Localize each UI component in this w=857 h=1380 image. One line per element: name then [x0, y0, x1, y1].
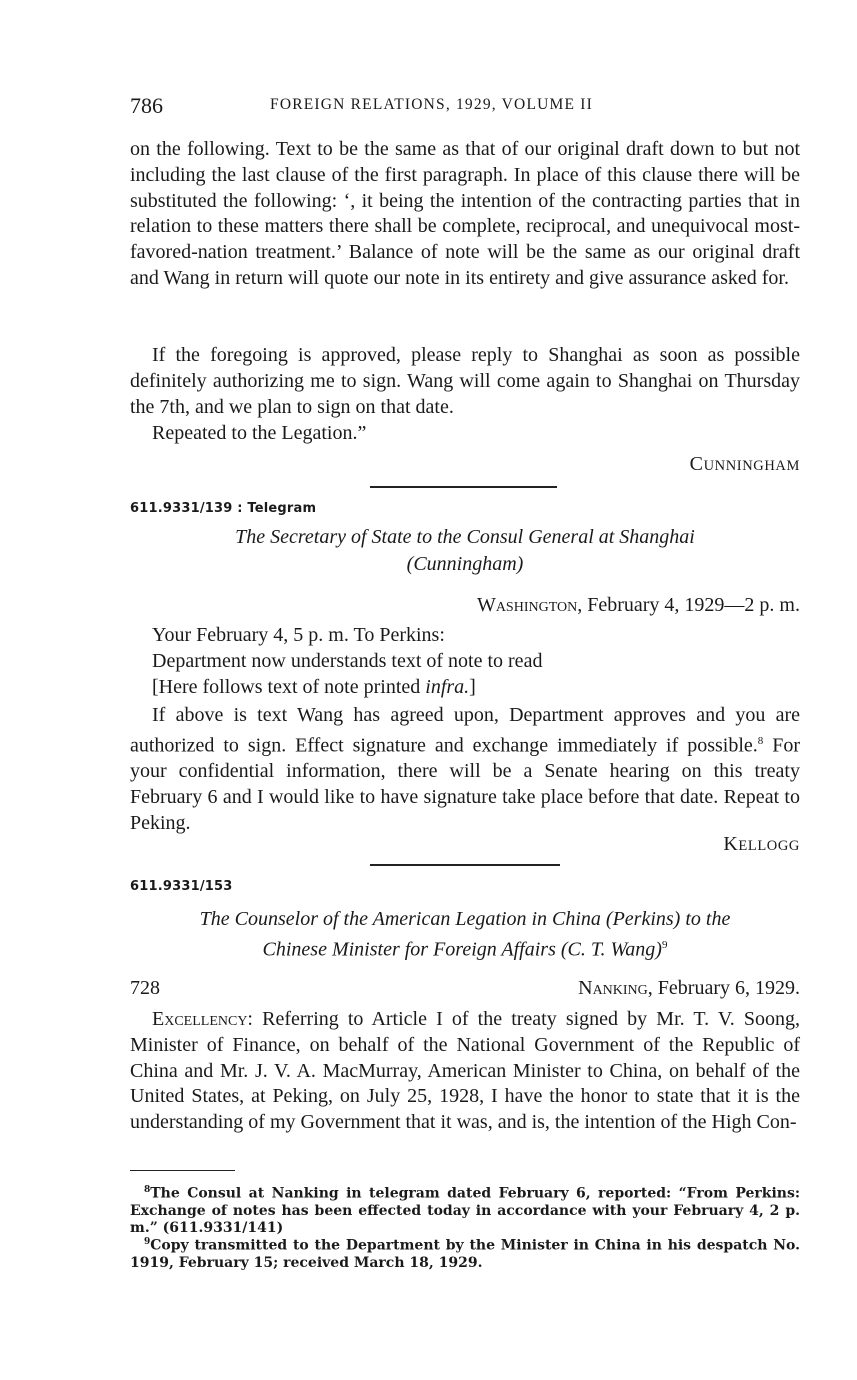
doc2-dateline — [578, 977, 800, 1000]
doc1-date: February 4, 1929—2 p. m. — [587, 594, 800, 616]
doc1-line3-pre: [Here follows text of note printed — [152, 676, 426, 698]
doc1-body-b: For your confidential information, there will be a Senate hearing on this treaty February 6 and I would like to have signature take place before that date. Repeat to Peking. — [130, 734, 800, 834]
signature-cunningham: CUNNINGHAM — [689, 453, 800, 475]
signature-kellogg: KELLOGG — [723, 833, 800, 855]
doc2-title-line2 — [130, 932, 800, 963]
doc1-body-a: If above is text Wang has agreed upon, Department approves and you are authorized to sign. Effect signature and exchange immediately if possible. — [130, 704, 800, 757]
signature-cunningham-rest: UNNINGHAM — [703, 458, 800, 474]
doc2-salutation: Excellency: — [152, 1008, 253, 1030]
footnote-ref-8: 8 — [757, 734, 764, 747]
doc2-place: Nanking, — [578, 977, 653, 999]
signature-kellogg-rest: ELLOGG — [738, 838, 800, 854]
footnote-9-mark: 9 — [144, 1237, 151, 1247]
footnote-9-text: Copy transmitted to the Department by the Minister in China in his despatch No. 1919, February 15; received March 18, 1929. — [130, 1237, 800, 1271]
doc2-title-text: Chinese Minister for Foreign Affairs (C. T. Wang) — [262, 938, 662, 961]
page-number: 786 — [130, 93, 163, 118]
continuation-paragraph-3: Repeated to the Legation.” — [152, 422, 367, 444]
doc1-place: Washington, — [476, 594, 583, 616]
continuation-paragraph-2: If the foregoing is approved, please reply to Shanghai as soon as possible definitely authorizing me to sign. Wang will come again to Shanghai on Thursday the 7th, and we plan to sign on that date. — [130, 344, 800, 418]
footnote-8 — [130, 1182, 800, 1237]
continuation-paragraph-1: on the following. Text to be the same as that of our original draft down to but not including the last clause of the first paragraph. In place of this clause there will be substituted the following: ‘, it being the intention of the contracting parties that in relation to these matters there shall be complete, reciprocal, and unequivocal most-favored-nation treatment.’ Balance of note will be the same as our original draft and Wang in return will quote our note in its entirety and give assurance asked for. — [130, 138, 800, 289]
section-divider — [370, 486, 557, 488]
doc1-line3-post: ] — [469, 676, 476, 698]
file-number-139: 611.9331/139 : Telegram — [130, 501, 317, 516]
footnote-rule — [130, 1170, 235, 1171]
doc1-body — [130, 703, 800, 837]
doc1-line3 — [152, 676, 476, 699]
footnote-8-mark: 8 — [144, 1185, 151, 1195]
doc2-note-number: 728 — [130, 977, 160, 999]
footnote-9 — [130, 1234, 800, 1272]
doc1-line3-ital: infra. — [425, 676, 470, 698]
doc2-date: February 6, 1929. — [657, 977, 800, 999]
doc1-title-line2: (Cunningham) — [406, 553, 524, 575]
doc1-title-line1: The Secretary of State to the Consul General at Shanghai — [235, 526, 695, 548]
doc2-body-text: Referring to Article I of the treaty signed by Mr. T. V. Soong, Minister of Finance, on behalf of the National Government of the Republic of China and Mr. J. V. A. MacMurray, American Minister to China, on behalf of the United States, at Peking, on July 25, 1928, I have the honor to state that it is the understanding of my Government that it was, and is, the intention of the High Con- — [130, 1008, 800, 1134]
doc2-body — [130, 1007, 800, 1136]
footnote-ref-9: 9 — [661, 939, 668, 951]
doc1-dateline — [477, 594, 800, 617]
doc2-title-line1: The Counselor of the American Legation in China (Perkins) to the — [199, 908, 731, 930]
doc1-line2: Department now understands text of note to read — [152, 650, 543, 672]
section-divider-2 — [370, 864, 560, 866]
running-title: FOREIGN RELATIONS, 1929, VOLUME II — [270, 96, 593, 113]
footnote-8-text: The Consul at Nanking in telegram dated February 6, reported: “From Perkins: Exchange of notes has been effected today in accordance with your February 4, 2 p. m.” (611.9331/141) — [130, 1185, 800, 1236]
file-number-153: 611.9331/153 — [130, 879, 233, 894]
doc1-line1: Your February 4, 5 p. m. To Perkins: — [152, 624, 445, 646]
